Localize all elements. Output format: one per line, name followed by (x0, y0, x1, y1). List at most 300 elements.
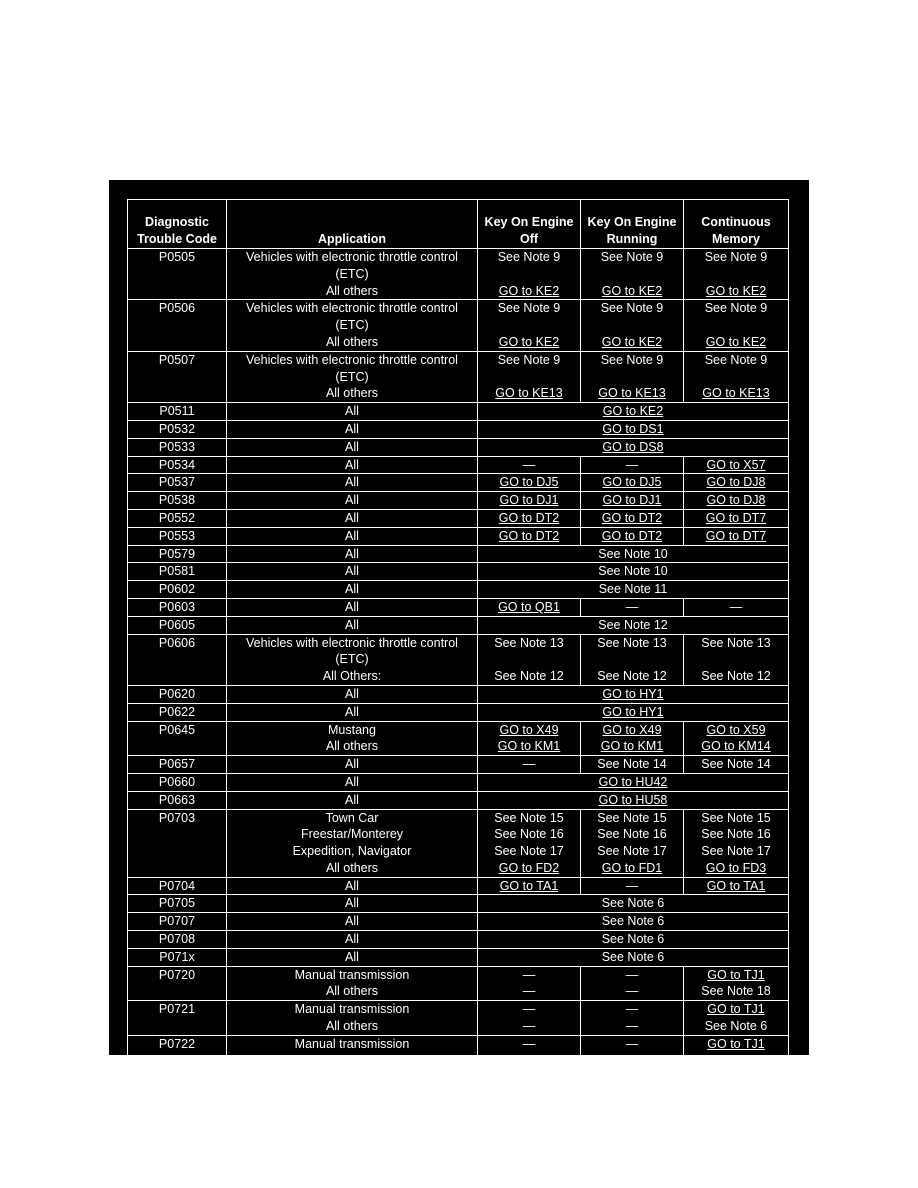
cell-text: All others (325, 283, 379, 298)
table-row (128, 492, 789, 510)
cell-text (581, 317, 683, 334)
cell-text (478, 266, 580, 283)
go-to-reference: GO to KM1 (497, 739, 561, 754)
not-applicable-dash: — (625, 984, 639, 999)
application-cell (227, 300, 478, 351)
go-to-reference: GO to DJ1 (499, 493, 559, 508)
not-applicable-dash: — (625, 967, 639, 982)
application-cell (227, 581, 478, 599)
application-cell (227, 351, 478, 402)
go-to-reference: GO to X49 (499, 722, 559, 737)
koer-cell (581, 492, 684, 510)
koer-cell (581, 1001, 684, 1036)
not-applicable-dash: — (625, 457, 639, 472)
go-to-reference: GO to DS8 (602, 439, 664, 454)
table-row (128, 634, 789, 685)
table-row (128, 756, 789, 774)
cell-text: See Note 9 (704, 250, 768, 264)
not-applicable-dash: — (522, 967, 536, 982)
dtc-code: P0602 (158, 582, 196, 597)
cell-text: See Note 9 (497, 352, 561, 367)
koeo-cell (478, 456, 581, 474)
table-row (128, 948, 789, 966)
go-to-reference: GO to TJ1 (707, 1002, 765, 1017)
continuous-memory-cell (684, 300, 789, 351)
table-row (128, 685, 789, 703)
application-cell (227, 703, 478, 721)
cell-text (478, 317, 580, 334)
merged-result-cell (478, 616, 789, 634)
dtc-code: P0506 (158, 301, 196, 316)
dtc-code-cell (128, 509, 227, 527)
merged-result-cell (478, 703, 789, 721)
cell-text: See Note 9 (497, 250, 561, 264)
continuous-memory-cell (684, 249, 789, 300)
go-to-reference: GO to TA1 (499, 878, 559, 893)
table-row (128, 1001, 789, 1036)
application-cell (227, 773, 478, 791)
dtc-code: P0707 (158, 914, 196, 929)
go-to-reference: GO to KE2 (601, 334, 663, 349)
cell-text: See Note 10 (598, 564, 668, 579)
merged-result-cell (478, 773, 789, 791)
koer-cell (581, 756, 684, 774)
go-to-reference: GO to FD2 (498, 860, 560, 875)
go-to-reference: GO to TJ1 (707, 967, 765, 982)
go-to-reference: GO to KE2 (705, 334, 767, 349)
table-row (128, 1035, 789, 1070)
go-to-reference: GO to KM1 (600, 739, 664, 754)
koeo-cell (478, 1035, 581, 1070)
cell-text: See Note 15 (597, 810, 667, 825)
not-applicable-dash: — (625, 1036, 639, 1051)
continuous-memory-cell (684, 474, 789, 492)
cell-text: All others (325, 386, 379, 401)
application-cell (227, 931, 478, 949)
koer-cell (581, 456, 684, 474)
cell-text: All others (325, 1019, 379, 1034)
cell-text: See Note 6 (601, 896, 665, 911)
go-to-reference: GO to TJ1 (707, 1036, 765, 1051)
dtc-code-cell (128, 300, 227, 351)
continuous-memory-cell (684, 809, 789, 877)
cell-text: Manual transmission (294, 1002, 410, 1017)
dtc-table (127, 199, 789, 1070)
cell-text (684, 369, 788, 386)
cell-text: See Note 11 (598, 582, 668, 597)
go-to-reference: GO to DJ8 (706, 475, 766, 490)
dtc-code: P0720 (158, 967, 196, 982)
go-to-reference: GO to X59 (706, 722, 766, 737)
cell-text: See Note 18 (701, 1053, 771, 1068)
table-row (128, 456, 789, 474)
cell-text: All (345, 439, 359, 454)
go-to-reference: GO to DJ8 (706, 493, 766, 508)
cell-text: See Note 13 (494, 635, 564, 650)
continuous-memory-cell (684, 756, 789, 774)
go-to-reference: GO to KE13 (702, 386, 770, 401)
cell-text: All others (325, 984, 379, 999)
application-cell (227, 563, 478, 581)
cell-text: All (345, 949, 359, 964)
dtc-code-cell (128, 598, 227, 616)
not-applicable-dash: — (522, 1036, 536, 1051)
continuous-memory-cell (684, 509, 789, 527)
go-to-reference: GO to QB1 (498, 599, 560, 614)
continuous-memory-cell (684, 877, 789, 895)
application-cell (227, 791, 478, 809)
cell-text: See Note 16 (597, 827, 667, 842)
cell-text: All (345, 599, 359, 614)
cell-text: Vehicles with electronic throttle control (246, 352, 458, 367)
dtc-code-cell (128, 616, 227, 634)
table-row (128, 351, 789, 402)
table-row (128, 913, 789, 931)
cell-text: See Note 9 (704, 352, 768, 367)
merged-result-cell (478, 948, 789, 966)
table-row (128, 616, 789, 634)
cell-text: All (345, 493, 359, 508)
table-row (128, 403, 789, 421)
go-to-reference: GO to DT2 (498, 528, 560, 543)
table-row (128, 703, 789, 721)
cell-text: See Note 6 (601, 914, 665, 929)
table-row (128, 877, 789, 895)
go-to-reference: GO to DT7 (705, 510, 767, 525)
koeo-cell (478, 351, 581, 402)
go-to-reference: GO to KE2 (602, 404, 664, 419)
cell-text: All (345, 528, 359, 543)
dtc-code-cell (128, 545, 227, 563)
application-cell (227, 509, 478, 527)
table-row (128, 509, 789, 527)
koer-cell (581, 877, 684, 895)
table-row (128, 438, 789, 456)
application-cell (227, 1001, 478, 1036)
go-to-reference: GO to FD3 (705, 860, 767, 875)
dtc-code-cell (128, 809, 227, 877)
application-cell (227, 420, 478, 438)
go-to-reference: GO to DT2 (601, 528, 663, 543)
table-row (128, 581, 789, 599)
dtc-code-cell (128, 456, 227, 474)
dtc-code-cell (128, 721, 227, 756)
table-row (128, 563, 789, 581)
dtc-code: P0552 (158, 510, 196, 525)
table-row (128, 527, 789, 545)
application-cell (227, 948, 478, 966)
header-application: Application (227, 200, 478, 249)
header-key-on-engine-running: Key On Engine Running (581, 200, 684, 249)
koer-cell (581, 474, 684, 492)
merged-result-cell (478, 913, 789, 931)
go-to-reference: GO to HU58 (598, 792, 668, 807)
cell-text: See Note 14 (701, 757, 771, 772)
cell-text: See Note 12 (494, 669, 564, 684)
koer-cell (581, 351, 684, 402)
cell-text (684, 651, 788, 668)
cell-text: All (345, 896, 359, 911)
cell-text (478, 651, 580, 668)
dtc-code: P071x (159, 949, 195, 964)
koeo-cell (478, 966, 581, 1001)
dtc-code-cell (128, 703, 227, 721)
cell-text: See Note 13 (701, 635, 771, 650)
application-cell (227, 895, 478, 913)
cell-text: All (345, 475, 359, 490)
koer-cell (581, 598, 684, 616)
cell-text: See Note 12 (701, 669, 771, 684)
table-header-row (128, 200, 789, 249)
dtc-code: P0703 (158, 810, 196, 825)
cell-text (684, 317, 788, 334)
table-row (128, 598, 789, 616)
merged-result-cell (478, 791, 789, 809)
dtc-code-cell (128, 351, 227, 402)
cell-text: All (345, 757, 359, 772)
cell-text (684, 266, 788, 283)
dtc-code-cell (128, 913, 227, 931)
dtc-code-cell (128, 966, 227, 1001)
cell-text: See Note 9 (600, 352, 664, 367)
continuous-memory-cell (684, 966, 789, 1001)
header-key-on-engine-off: Key On Engine Off (478, 200, 581, 249)
cell-text: Manual transmission (294, 967, 410, 982)
cell-text: Expedition, Navigator (292, 844, 412, 859)
table-row (128, 966, 789, 1001)
continuous-memory-cell (684, 1035, 789, 1070)
dtc-code: P0657 (158, 757, 196, 772)
cell-text: All (345, 510, 359, 525)
dtc-code: P0606 (158, 635, 196, 650)
merged-result-cell (478, 438, 789, 456)
go-to-reference: GO to KE13 (598, 386, 666, 401)
cell-text: All (345, 792, 359, 807)
cell-text: (ETC) (335, 266, 369, 281)
dtc-code: P0722 (158, 1036, 196, 1051)
cell-text: See Note 12 (598, 617, 668, 632)
cell-text: All (345, 932, 359, 947)
go-to-reference: GO to HU42 (598, 774, 668, 789)
dtc-code: P0534 (158, 457, 196, 472)
dtc-code-cell (128, 1001, 227, 1036)
go-to-reference: GO to X57 (706, 457, 766, 472)
koeo-cell (478, 877, 581, 895)
dtc-code: P0511 (159, 404, 195, 419)
koer-cell (581, 809, 684, 877)
go-to-reference: GO to TA1 (706, 878, 766, 893)
go-to-reference: GO to DT2 (601, 510, 663, 525)
dtc-code-cell (128, 685, 227, 703)
dtc-code-cell (128, 420, 227, 438)
application-cell (227, 403, 478, 421)
application-cell (227, 249, 478, 300)
table-row (128, 721, 789, 756)
dtc-code-cell (128, 1035, 227, 1070)
koeo-cell (478, 756, 581, 774)
cell-text: All Others: (322, 669, 382, 684)
cell-text: See Note 6 (601, 949, 665, 964)
go-to-reference: GO to DJ5 (602, 475, 662, 490)
cell-text: Freestar/Monterey (300, 827, 404, 842)
merged-result-cell (478, 685, 789, 703)
cell-text: Manual transmission (294, 1036, 410, 1051)
merged-result-cell (478, 895, 789, 913)
continuous-memory-cell (684, 492, 789, 510)
dtc-code-cell (128, 563, 227, 581)
koer-cell (581, 527, 684, 545)
koeo-cell (478, 249, 581, 300)
table-row (128, 931, 789, 949)
cell-text: Vehicles with electronic throttle control (246, 250, 458, 264)
go-to-reference: GO to X49 (602, 722, 662, 737)
cell-text: All (345, 457, 359, 472)
application-cell (227, 1035, 478, 1070)
cell-text: Vehicles with electronic throttle control (246, 301, 458, 316)
merged-result-cell (478, 420, 789, 438)
go-to-reference: GO to DJ5 (499, 475, 559, 490)
cell-text: See Note 9 (600, 250, 664, 264)
application-cell (227, 913, 478, 931)
table-row (128, 249, 789, 300)
not-applicable-dash: — (625, 1053, 639, 1068)
cell-text (581, 266, 683, 283)
go-to-reference: GO to KE13 (495, 386, 563, 401)
koeo-cell (478, 721, 581, 756)
dtc-code: P0581 (158, 564, 196, 579)
table-row (128, 545, 789, 563)
cell-text: Vehicles with electronic throttle control (246, 635, 458, 650)
application-cell (227, 966, 478, 1001)
koeo-cell (478, 492, 581, 510)
cell-text: (ETC) (335, 369, 369, 384)
header-continuous-memory: Continuous Memory (684, 200, 789, 249)
not-applicable-dash: — (625, 878, 639, 893)
koer-cell (581, 249, 684, 300)
application-cell (227, 756, 478, 774)
cell-text (581, 651, 683, 668)
dtc-code: P0622 (158, 704, 196, 719)
application-cell (227, 474, 478, 492)
go-to-reference: GO to HY1 (602, 686, 664, 701)
table-row (128, 300, 789, 351)
cell-text: All (345, 878, 359, 893)
cell-text: See Note 12 (597, 669, 667, 684)
application-cell (227, 616, 478, 634)
go-to-reference: GO to KE2 (705, 283, 767, 298)
dtc-table-panel (109, 180, 809, 1068)
dtc-code-cell (128, 773, 227, 791)
koer-cell (581, 300, 684, 351)
dtc-code: P0705 (158, 896, 196, 911)
cell-text: See Note 9 (497, 301, 561, 316)
dtc-code-cell (128, 249, 227, 300)
dtc-code-cell (128, 948, 227, 966)
merged-result-cell (478, 563, 789, 581)
cell-text: All (345, 686, 359, 701)
cell-text: See Note 9 (704, 301, 768, 316)
koeo-cell (478, 598, 581, 616)
table-row (128, 773, 789, 791)
cell-text: All (345, 582, 359, 597)
cell-text: All others (325, 860, 379, 875)
cell-text: See Note 15 (494, 810, 564, 825)
continuous-memory-cell (684, 527, 789, 545)
not-applicable-dash: — (522, 984, 536, 999)
dtc-code: P0603 (158, 599, 196, 614)
cell-text: (ETC) (335, 652, 369, 667)
continuous-memory-cell (684, 598, 789, 616)
go-to-reference: GO to KE2 (498, 334, 560, 349)
cell-text: Mustang (328, 722, 376, 737)
merged-result-cell (478, 931, 789, 949)
dtc-code: P0721 (158, 1002, 196, 1017)
continuous-memory-cell (684, 634, 789, 685)
dtc-code-cell (128, 581, 227, 599)
application-cell (227, 492, 478, 510)
application-cell (227, 545, 478, 563)
dtc-code: P0620 (158, 686, 196, 701)
cell-text: See Note 16 (494, 827, 564, 842)
koeo-cell (478, 634, 581, 685)
not-applicable-dash: — (522, 457, 536, 472)
koer-cell (581, 634, 684, 685)
dtc-code-cell (128, 438, 227, 456)
merged-result-cell (478, 581, 789, 599)
koeo-cell (478, 527, 581, 545)
cell-text: All (345, 421, 359, 436)
continuous-memory-cell (684, 456, 789, 474)
continuous-memory-cell (684, 1001, 789, 1036)
cell-text: See Note 16 (701, 827, 771, 842)
application-cell (227, 527, 478, 545)
cell-text: See Note 6 (601, 932, 665, 947)
dtc-code: P0645 (158, 722, 196, 737)
cell-text: See Note 17 (494, 844, 564, 859)
table-row (128, 474, 789, 492)
dtc-code: P0537 (158, 475, 196, 490)
cell-text: All (345, 404, 359, 419)
cell-text: Town Car (325, 810, 379, 825)
koer-cell (581, 966, 684, 1001)
go-to-reference: GO to FD1 (601, 860, 663, 875)
dtc-code: P0505 (158, 250, 196, 264)
dtc-code-cell (128, 895, 227, 913)
merged-result-cell (478, 545, 789, 563)
table-body (128, 249, 789, 1070)
koer-cell (581, 721, 684, 756)
application-cell (227, 685, 478, 703)
cell-text (581, 369, 683, 386)
not-applicable-dash: — (522, 757, 536, 772)
application-cell (227, 598, 478, 616)
cell-text: All (345, 914, 359, 929)
cell-text: See Note 14 (597, 757, 667, 772)
dtc-code: P0579 (158, 546, 196, 561)
dtc-code: P0704 (158, 878, 196, 893)
cell-text (478, 369, 580, 386)
go-to-reference: GO to HY1 (602, 704, 664, 719)
dtc-code-cell (128, 756, 227, 774)
dtc-code: P0538 (158, 493, 196, 508)
dtc-code: P0507 (158, 352, 196, 367)
koer-cell (581, 1035, 684, 1070)
not-applicable-dash: — (625, 1019, 639, 1034)
go-to-reference: GO to KE2 (498, 283, 560, 298)
application-cell (227, 438, 478, 456)
dtc-code: P0663 (158, 792, 196, 807)
table-row (128, 809, 789, 877)
